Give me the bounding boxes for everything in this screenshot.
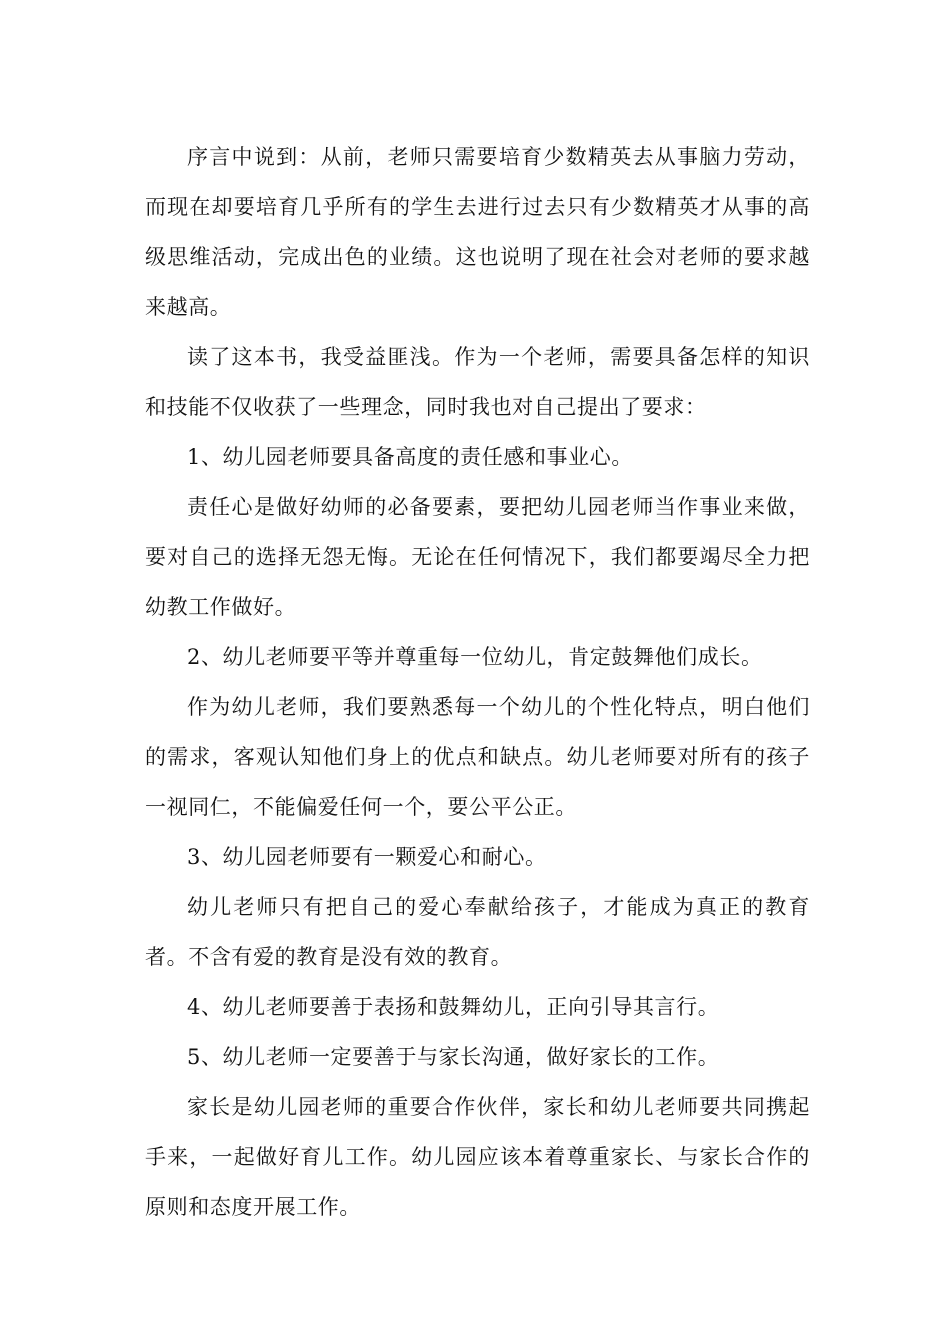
document-body bbox=[145, 132, 810, 1232]
point-2-heading: 2、幼儿老师要平等并尊重每一位幼儿，肯定鼓舞他们成长。 bbox=[187, 645, 763, 669]
point-5-body: 家长是幼儿园老师的重要合作伙伴，家长和幼儿老师要共同携起手来，一起做好育儿工作。幼儿园应该本着尊重家长、与家长合作的原则和态度开展工作。 bbox=[145, 1095, 810, 1219]
point-3-body: 幼儿老师只有把自己的爱心奉献给孩子，才能成为真正的教育者。不含有爱的教育是没有效的教育。 bbox=[145, 895, 810, 969]
paragraph-reflection: 读了这本书，我受益匪浅。作为一个老师，需要具备怎样的知识和技能不仅收获了一些理念，同时我也对自己提出了要求： bbox=[145, 345, 810, 419]
point-3-heading: 3、幼儿园老师要有一颗爱心和耐心。 bbox=[187, 845, 547, 869]
point-5-heading: 5、幼儿老师一定要善于与家长沟通，做好家长的工作。 bbox=[187, 1045, 720, 1069]
point-4-heading: 4、幼儿老师要善于表扬和鼓舞幼儿，正向引导其言行。 bbox=[187, 995, 720, 1019]
paragraph-preface: 序言中说到：从前，老师只需要培育少数精英去从事脑力劳动，而现在却要培育几乎所有的学生去进行过去只有少数精英才从事的高级思维活动，完成出色的业绩。这也说明了现在社会对老师的要求越来越高。 bbox=[145, 145, 810, 319]
point-1-heading: 1、幼儿园老师要具备高度的责任感和事业心。 bbox=[187, 445, 633, 469]
point-1-body: 责任心是做好幼师的必备要素，要把幼儿园老师当作事业来做，要对自己的选择无怨无悔。无论在任何情况下，我们都要竭尽全力把幼教工作做好。 bbox=[145, 495, 810, 619]
point-2-body: 作为幼儿老师，我们要熟悉每一个幼儿的个性化特点，明白他们的需求，客观认知他们身上的优点和缺点。幼儿老师要对所有的孩子一视同仁，不能偏爱任何一个，要公平公正。 bbox=[145, 695, 810, 819]
